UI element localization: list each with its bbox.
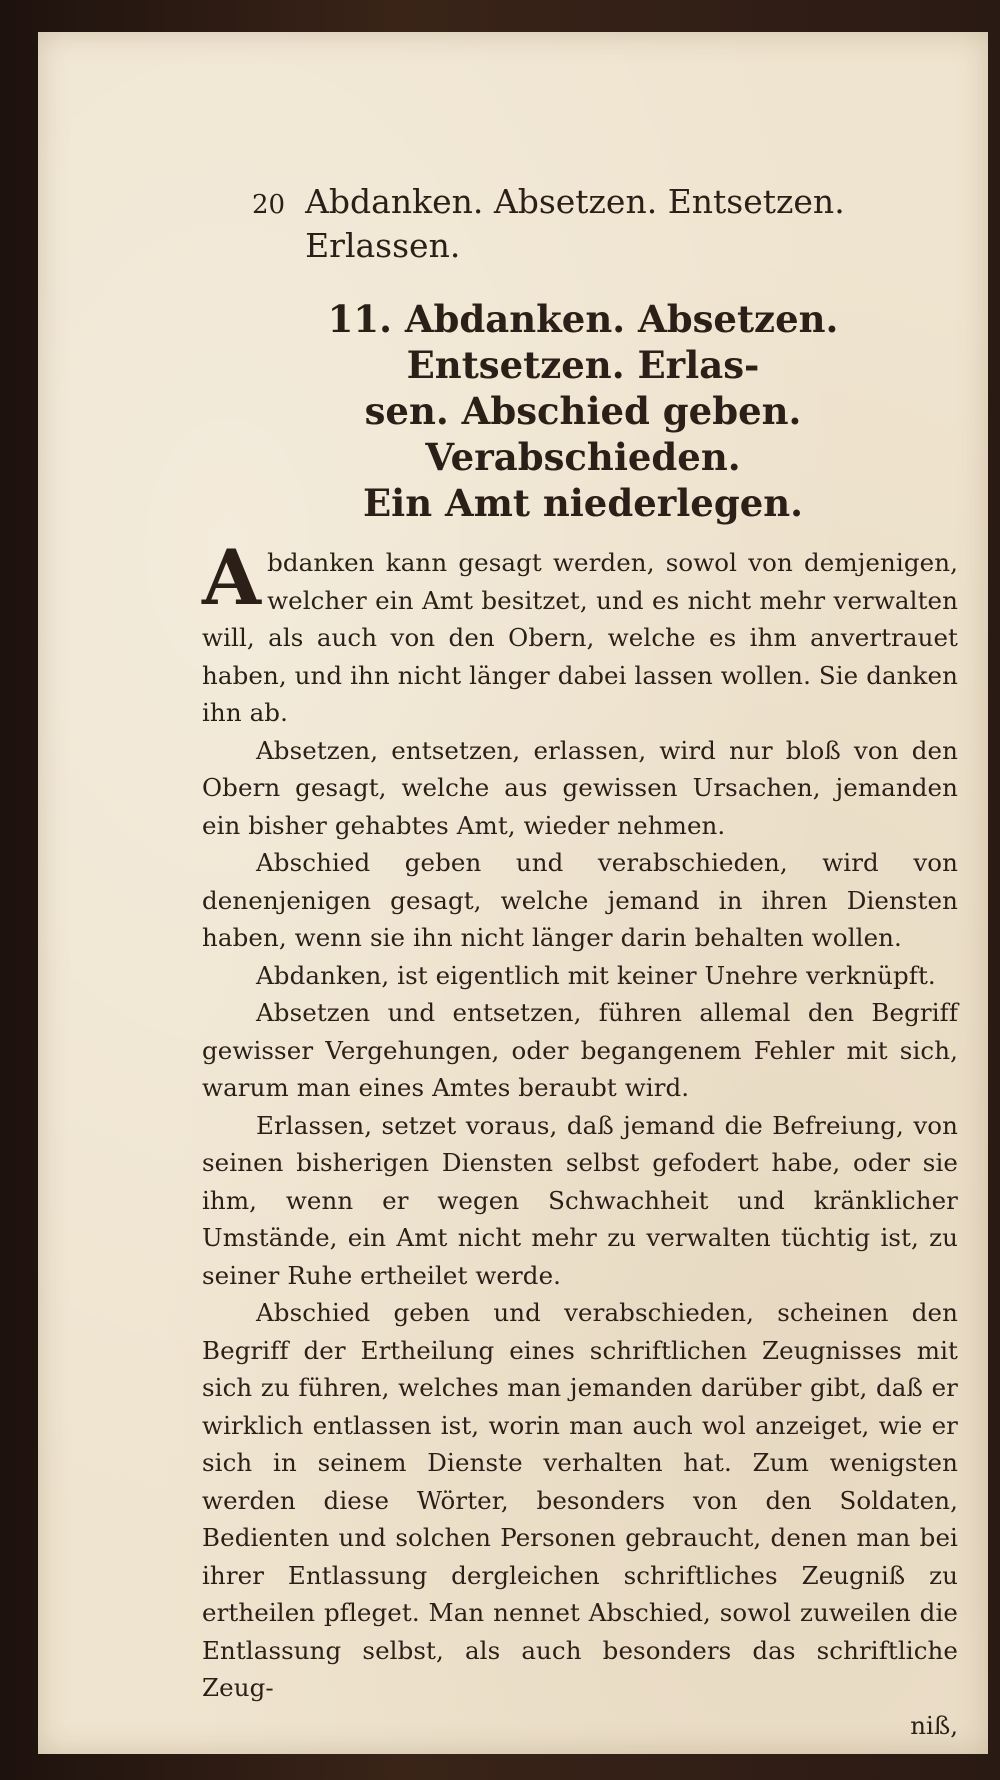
paragraph: Abschied geben und verabschieden, scheinen den Begriff der Ertheilung eines schriftlichen Zeugnisses mit sich zu führen, welches man jemanden darüber gibt, daß er wirklich entlassen ist, worin man auch wol anzeiget, wie er sich in seinem Dienste verhalten hat. Zum wenigsten werden diese Wörter, besonders von den Soldaten, Bedienten und solchen Personen gebraucht, denen man bei ihrer Entlassung dergleichen schriftliches Zeugniß zu ertheilen pfleget. Man nennet Abschied, sowol zuweilen die Entlassung selbst, als auch besonders das schriftliche Zeug-: [202, 1298, 958, 1702]
paragraph: Abschied geben und verabschieden, wird von denenjenigen gesagt, welche jemand in ihren Diensten haben, wenn sie ihn nicht länger darin behalten wollen.: [202, 848, 958, 952]
title-line: sen. Abschied geben. Verabschieden.: [364, 389, 802, 479]
page-header: [252, 180, 948, 268]
paragraph-text: bdanken kann gesagt werden, sowol von demjenigen, welcher ein Amt besitzet, und es nicht mehr verwalten will, als auch von den Obern, welche es ihm anvertrauet haben, und ihn nicht länger dabei lassen wollen. Sie danken ihn ab.: [202, 548, 958, 727]
article-title: [224, 296, 942, 526]
catchword: niß,: [910, 1710, 958, 1740]
paragraph: [202, 533, 958, 732]
paragraph: Abdanken, ist eigentlich mit keiner Unehre verknüpft.: [256, 960, 936, 990]
title-line: Ein Amt niederlegen.: [362, 481, 804, 525]
article-body: [202, 533, 958, 1707]
page-content: [202, 180, 958, 1744]
paragraph: Absetzen, entsetzen, erlassen, wird nur bloß von den Obern gesagt, welche aus gewissen Ursachen, jemanden ein bisher gehabtes Amt, wieder nehmen.: [202, 735, 958, 840]
paragraph: Absetzen und entsetzen, führen allemal den Begriff gewisser Vergehungen, oder begangenem Fehler mit sich, warum man eines Amtes beraubt wird.: [202, 998, 958, 1102]
drop-cap: A: [202, 533, 262, 622]
running-head: Abdanken. Absetzen. Entsetzen. Erlassen.: [305, 182, 845, 265]
title-line: 11. Abdanken. Absetzen. Entsetzen. Erlas-: [327, 297, 839, 387]
paragraph: Erlassen, setzet voraus, daß jemand die Befreiung, von seinen bisherigen Diensten selbst gefodert habe, oder sie ihm, wenn er wegen Schwachheit und kränklicher Umstände, ein Amt nicht mehr zu verwalten tüchtig ist, zu seiner Ruhe ertheilet werde.: [202, 1110, 958, 1290]
book-page: [38, 32, 988, 1754]
page-number: 20: [252, 190, 286, 220]
